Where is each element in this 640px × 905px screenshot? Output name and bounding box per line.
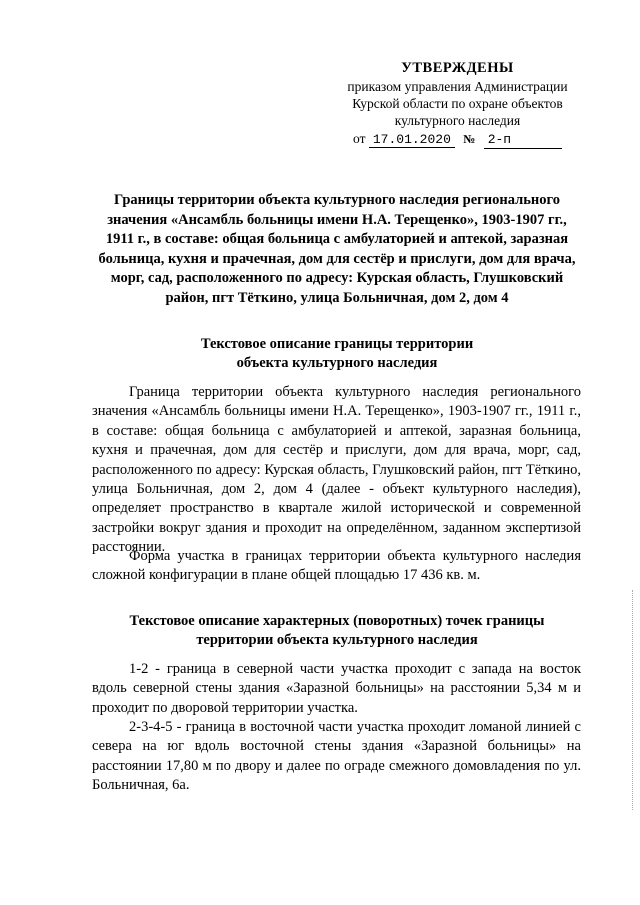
section-2-paragraph-2: 2-3-4-5 - граница в восточной части участка проходит ломаной линией с севера на юг вдоль восточной стены здания «Заразной больницы» на расстоянии 17,80 м по двору и далее по ограде смежного домовладения по ул. Больничная, 6а. [92,719,581,794]
order-details [335,130,580,149]
approval-line-1: приказом управления Администрации [347,79,568,94]
section-2-heading-line-1: Текстовое описание характерных (поворотных) точек границы [129,613,545,629]
approval-line-3: культурного наследия [394,113,521,128]
approval-heading: УТВЕРЖДЕНЫ [401,60,514,76]
order-number-mark: № [463,132,476,146]
section-1-heading-line-1: Текстовое описание границы территории [200,336,474,352]
section-2-heading-line-2: территории объекта культурного наследия [196,632,478,648]
scan-edge-line [632,590,634,810]
order-date: 17.01.2020 [369,132,455,148]
section-1-heading-line-2: объекта культурного наследия [236,355,438,371]
order-number: 2-п [484,131,562,149]
section-1-paragraph-2: Форма участка в границах территории объекта культурного наследия сложной конфигурации в плане общей площадью 17 436 кв. м. [92,548,581,584]
section-2-paragraph-1: 1-2 - граница в северной части участка проходит с запада на восток вдоль северной стены здания «Заразной больницы» на расстоянии 5,34 м и проходит по дворовой территории участка. [92,661,581,716]
section-1-paragraph-1: Граница территории объекта культурного наследия регионального значения «Ансамбль больницы имени Н.А. Терещенко», 1903-1907 гг., 1911 г., в составе: общая больница с амбулаторией и аптекой, заразная больница, кухня и прачечная, дом для сестёр и прислуги, дом для врача, морг, сад, расположенного по адресу: Курская область, Глушковский район, пгт Тёткино, улица Больничная, дом 2, дом 4 (далее - объект культурного наследия), определяет пространство в квартале жилой исторической и современной застройки вокруг здания и проходит на определённом, заданном экспертизой расстоянии. [92,384,581,556]
approval-block [335,60,580,149]
order-from-label: от [353,131,366,146]
section-1-heading [92,335,582,373]
document-title: Границы территории объекта культурного наследия регионального значения «Ансамбль больницы имени Н.А. Терещенко», 1903-1907 гг., 1911 г., в составе: общая больница с амбулаторией и аптекой, заразная больница, кухня и прачечная, дом для сестёр и прислуги, дом для врача, морг, сад, расположенного по адресу: Курская область, Глушковский район, пгт Тёткино, улица Больничная, дом 2, дом 4 [98,192,576,306]
section-2-heading [92,612,582,650]
approval-line-2: Курской области по охране объектов [352,96,563,111]
